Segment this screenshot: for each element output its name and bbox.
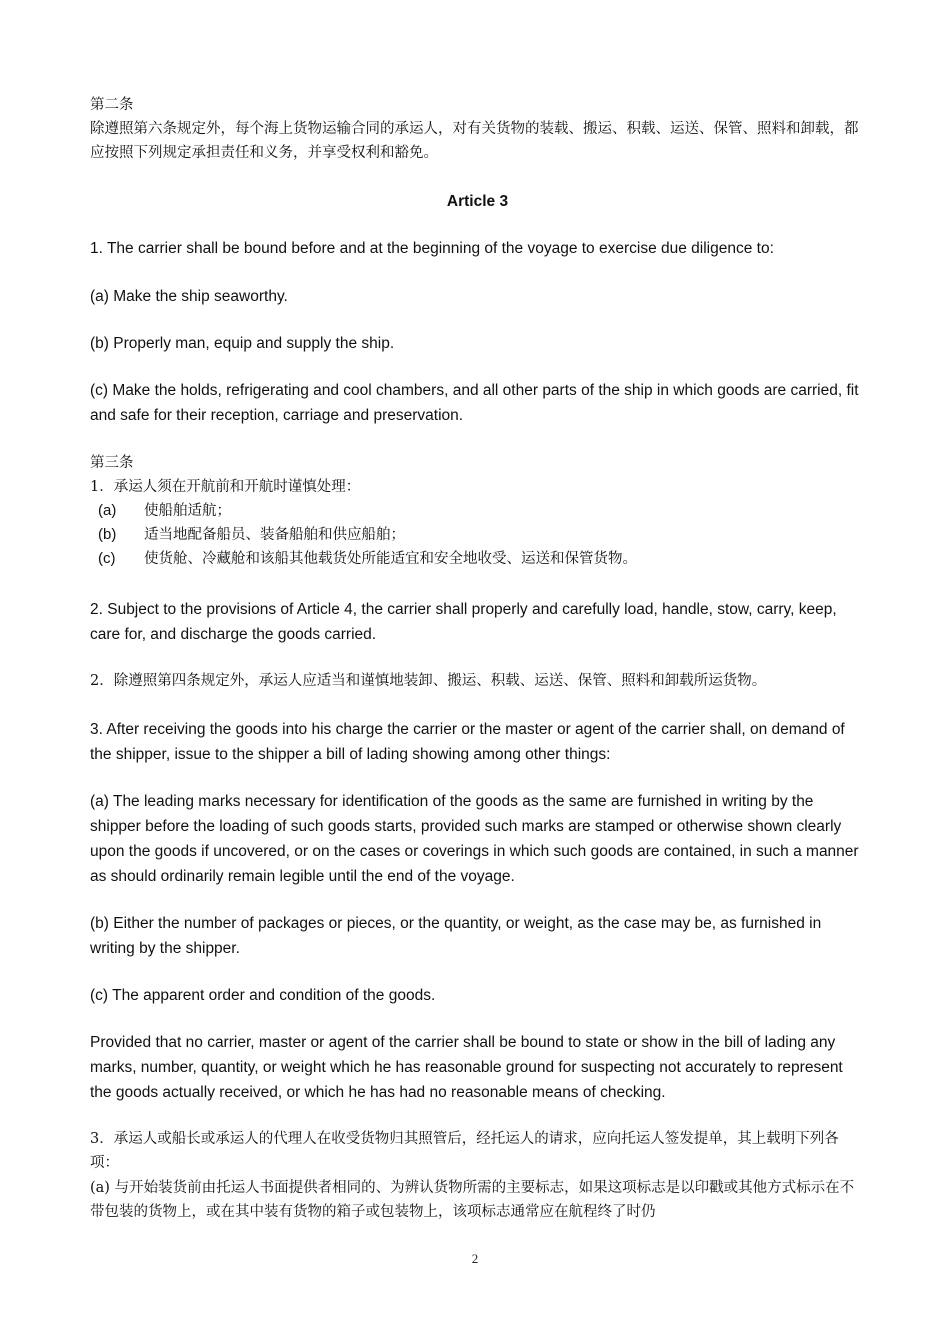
- article2-zh-heading: 第二条: [90, 97, 134, 113]
- article3-zh-p1: 1．承运人须在开航前和开航时谨慎处理：: [90, 479, 361, 495]
- article3-en-p2: 2. Subject to the provisions of Article 4, the carrier shall properly and carefully load, handle, stow, carry, keep, care for, and discharge the goods carried.: [90, 601, 837, 643]
- article3-zh-item-b: [90, 523, 865, 547]
- item-label: (a): [98, 502, 117, 519]
- article3-title: Article 3: [446, 193, 509, 210]
- article3-zh-item-a: [90, 499, 865, 523]
- article3-en-p1c: (c) Make the holds, refrigerating and cool chambers, and all other parts of the ship in which goods are carried, fit and safe for their reception, carriage and preservation.: [90, 382, 859, 424]
- article3-zh-p2: 2．除遵照第四条规定外，承运人应适当和谨慎地装卸、搬运、积载、运送、保管、照料和卸载所运货物。: [90, 673, 767, 689]
- article3-en-p3b: (b) Either the number of packages or pieces, or the quantity, or weight, as the case may be, as furnished in writing by the shipper.: [90, 915, 822, 957]
- article2-zh-text: 除遵照第六条规定外，每个海上货物运输合同的承运人，对有关货物的装载、搬运、积载、运送、保管、照料和卸载，都应按照下列规定承担责任和义务，并享受权利和豁免。: [90, 121, 859, 161]
- page-number: 2: [471, 1251, 479, 1266]
- item-label: (c): [98, 550, 116, 567]
- item-text: 适当地配备船员、装备船舶和供应船舶；: [144, 527, 405, 543]
- item-label: (b): [98, 526, 117, 543]
- item-text: 使船舶适航；: [144, 503, 231, 519]
- article3-en-p3a: (a) The leading marks necessary for identification of the goods as the same are furnished in writing by the shipper before the loading of such goods starts, provided such marks are stamped or otherwise shown clearly upon the goods if uncovered, or on the cases or coverings in which such goods are contained, in such a manner as should ordinarily remain legible until the end of the voyage.: [90, 793, 859, 885]
- article3-en-proviso: Provided that no carrier, master or agent of the carrier shall be bound to state or show in the bill of lading any marks, number, quantity, or weight which he has reasonable ground for suspecting not accurately to represent the goods actually received, or which he has had no reasonable means of checking.: [90, 1034, 843, 1101]
- article3-zh-item-c: [90, 547, 865, 571]
- item-text: 使货舱、冷藏舱和该船其他载货处所能适宜和安全地收受、运送和保管货物。: [144, 551, 637, 567]
- article3-en-p1: 1. The carrier shall be bound before and at the beginning of the voyage to exercise due diligence to:: [90, 240, 774, 257]
- article3-en-p1b: (b) Properly man, equip and supply the ship.: [90, 335, 395, 352]
- article3-zh-heading: 第三条: [90, 455, 134, 471]
- article3-en-p3: 3. After receiving the goods into his charge the carrier or the master or agent of the carrier shall, on demand of the shipper, issue to the shipper a bill of lading showing among other things:: [90, 721, 845, 763]
- article3-zh-section1: [90, 451, 865, 571]
- article3-zh-p3a: (a) 与开始装货前由托运人书面提供者相同的、为辨认货物所需的主要标志，如果这项标志是以印戳或其他方式标示在不带包装的货物上，或在其中装有货物的箱子或包装物上，该项标志通常应在航程终了时仍: [90, 1180, 855, 1220]
- article2-zh: [90, 93, 865, 165]
- article3-zh-p3: 3．承运人或船长或承运人的代理人在收受货物归其照管后，经托运人的请求，应向托运人签发提单，其上载明下列各项：: [90, 1131, 839, 1171]
- article3-en-p1a: (a) Make the ship seaworthy.: [90, 288, 288, 305]
- article3-en-p3c: (c) The apparent order and condition of the goods.: [90, 987, 436, 1004]
